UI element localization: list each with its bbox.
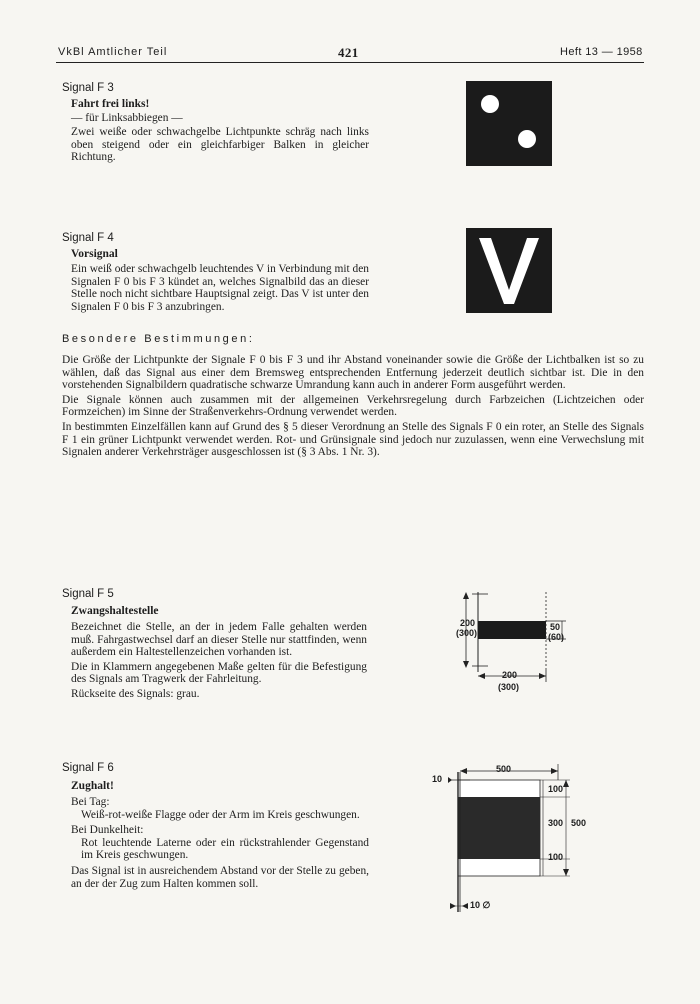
signal-f6-final: Das Signal ist in ausreichendem Abstand vor der Stelle zu geben, an der der Zug zum Halten kommen soll. (71, 864, 369, 890)
special-p2: Die Signale können auch zusammen mit der allgemeinen Verkehrsregelung durch Farbzeichen (Lichtzeichen oder Formzeichen) im Sinne der Straßenverkehrs-Ordnung verwendet werden. (62, 393, 644, 419)
f6-dim-total: 500 (571, 818, 587, 828)
signal-f4-title: Vorsignal (71, 248, 118, 260)
signal-f4-text: Ein weiß oder schwachgelb leuchtendes V in Verbindung mit den Signalen F 0 bis F 3 kündet an, welches Signalbild das an dieser Stelle noch nicht sichtbare Hauptsignal zeigt. Das V ist unter den Signalen F 0 bis F 3 anzubringen. (71, 263, 369, 313)
signal-f5-body (71, 621, 367, 701)
signal-f6-title: Zughalt! (71, 780, 114, 792)
signal-f5-title: Zwangshaltestelle (71, 605, 159, 617)
journal-title: VkBl Amtlicher Teil (58, 46, 168, 58)
f6-dim-mid: 300 (548, 818, 564, 828)
special-p1: Die Größe der Lichtpunkte der Signale F 0 bis F 3 und ihr Abstand voneinander sowie die Größe der Lichtbalken ist so zu wählen, daß das Signal aus einer dem Bremsweg entsprechenden Entfernung jederzeit deutlich sichtbar ist. Die in den vorstehenden Signalbildern quadratische schwarze Umrandung kann auch in anderer Form ausgeführt werden. (62, 354, 644, 392)
f6-dim-width: 500 (496, 764, 512, 774)
f6-dim-top: 100 (548, 784, 564, 794)
signal-f6-night-label: Bei Dunkelheit: (71, 824, 144, 837)
f6-dim-bottom: 100 (548, 852, 564, 862)
signal-f6-body (71, 796, 369, 890)
header-rule (56, 62, 644, 63)
signal-f5-p1: Bezeichnet die Stelle, an der in jedem Falle gehalten werden muß. Fahrgastwechsel darf an dieser Stelle nur stattfinden, wenn außerdem ein Haltestellenzeichen vorhanden ist. (71, 621, 367, 659)
f6-dim-pole: 10 (432, 774, 443, 784)
issue-info: Heft 13 — 1958 (560, 46, 643, 58)
f5-dim-left-bottom: (300) (456, 628, 478, 638)
f6-dim-pole-diameter: 10 ∅ (470, 900, 491, 910)
f5-dim-bottom-bottom: (300) (498, 682, 520, 692)
signal-f3-subtitle: — für Linksabbiegen — (71, 112, 183, 124)
signal-f3-image (466, 81, 552, 166)
signal-f6-night-text: Rot leuchtende Laterne oder ein rückstrahlender Gegenstand im Kreis geschwungen. (81, 836, 369, 862)
f5-dim-right-top: 50 (550, 622, 561, 632)
signal-f5-p2: Die in Klammern angegebenen Maße gelten für die Befestigung des Signals am Tragwerk der Fahrleitung. (71, 660, 367, 686)
special-p3: In bestimmten Einzelfällen kann auf Grund des § 5 dieser Verordnung an Stelle des Signals F 0 ein roter, an Stelle des Signals F 1 ein grüner Lichtpunkt verwendet werden. Rot- und Grünsignale sind jedoch nur zuzulassen, wenn eine Verwechslung mit Signalen anderer Verkehrsträger ausgeschlossen ist (§ 3 Abs. 1 Nr. 3). (62, 420, 644, 459)
f5-dim-left-top: 200 (460, 618, 476, 628)
signal-f6-label: Signal F 6 (62, 762, 114, 774)
signal-f4-image (466, 228, 552, 313)
signal-f6-flag-red (458, 797, 540, 859)
signal-f6-day-label: Bei Tag: (71, 796, 110, 808)
signal-f4-label: Signal F 4 (62, 232, 114, 244)
signal-f3-label: Signal F 3 (62, 82, 114, 94)
signal-f5-p3: Rückseite des Signals: grau. (71, 687, 200, 700)
signal-f6-day-text: Weiß-rot-weiße Flagge oder der Arm im Kreis geschwungen. (81, 808, 360, 821)
special-heading: Besondere Bestimmungen: (62, 333, 255, 345)
special-body (62, 354, 644, 459)
signal-f4-v (466, 228, 552, 313)
signal-f3-dots (466, 81, 552, 166)
f5-dim-right-bottom: (60) (548, 632, 565, 642)
f5-dim-bottom-top: 200 (502, 670, 518, 680)
signal-f3-title: Fahrt frei links! (71, 98, 150, 110)
signal-f5-label: Signal F 5 (62, 588, 114, 600)
signal-f3-text: Zwei weiße oder schwachgelbe Lichtpunkte schräg nach links oben steigend oder ein gleichfarbiger Balken in gleicher Richtung. (71, 126, 369, 164)
signal-f5-bar (478, 621, 546, 639)
page-number: 421 (338, 45, 359, 60)
signal-f6-diagram (430, 760, 610, 920)
